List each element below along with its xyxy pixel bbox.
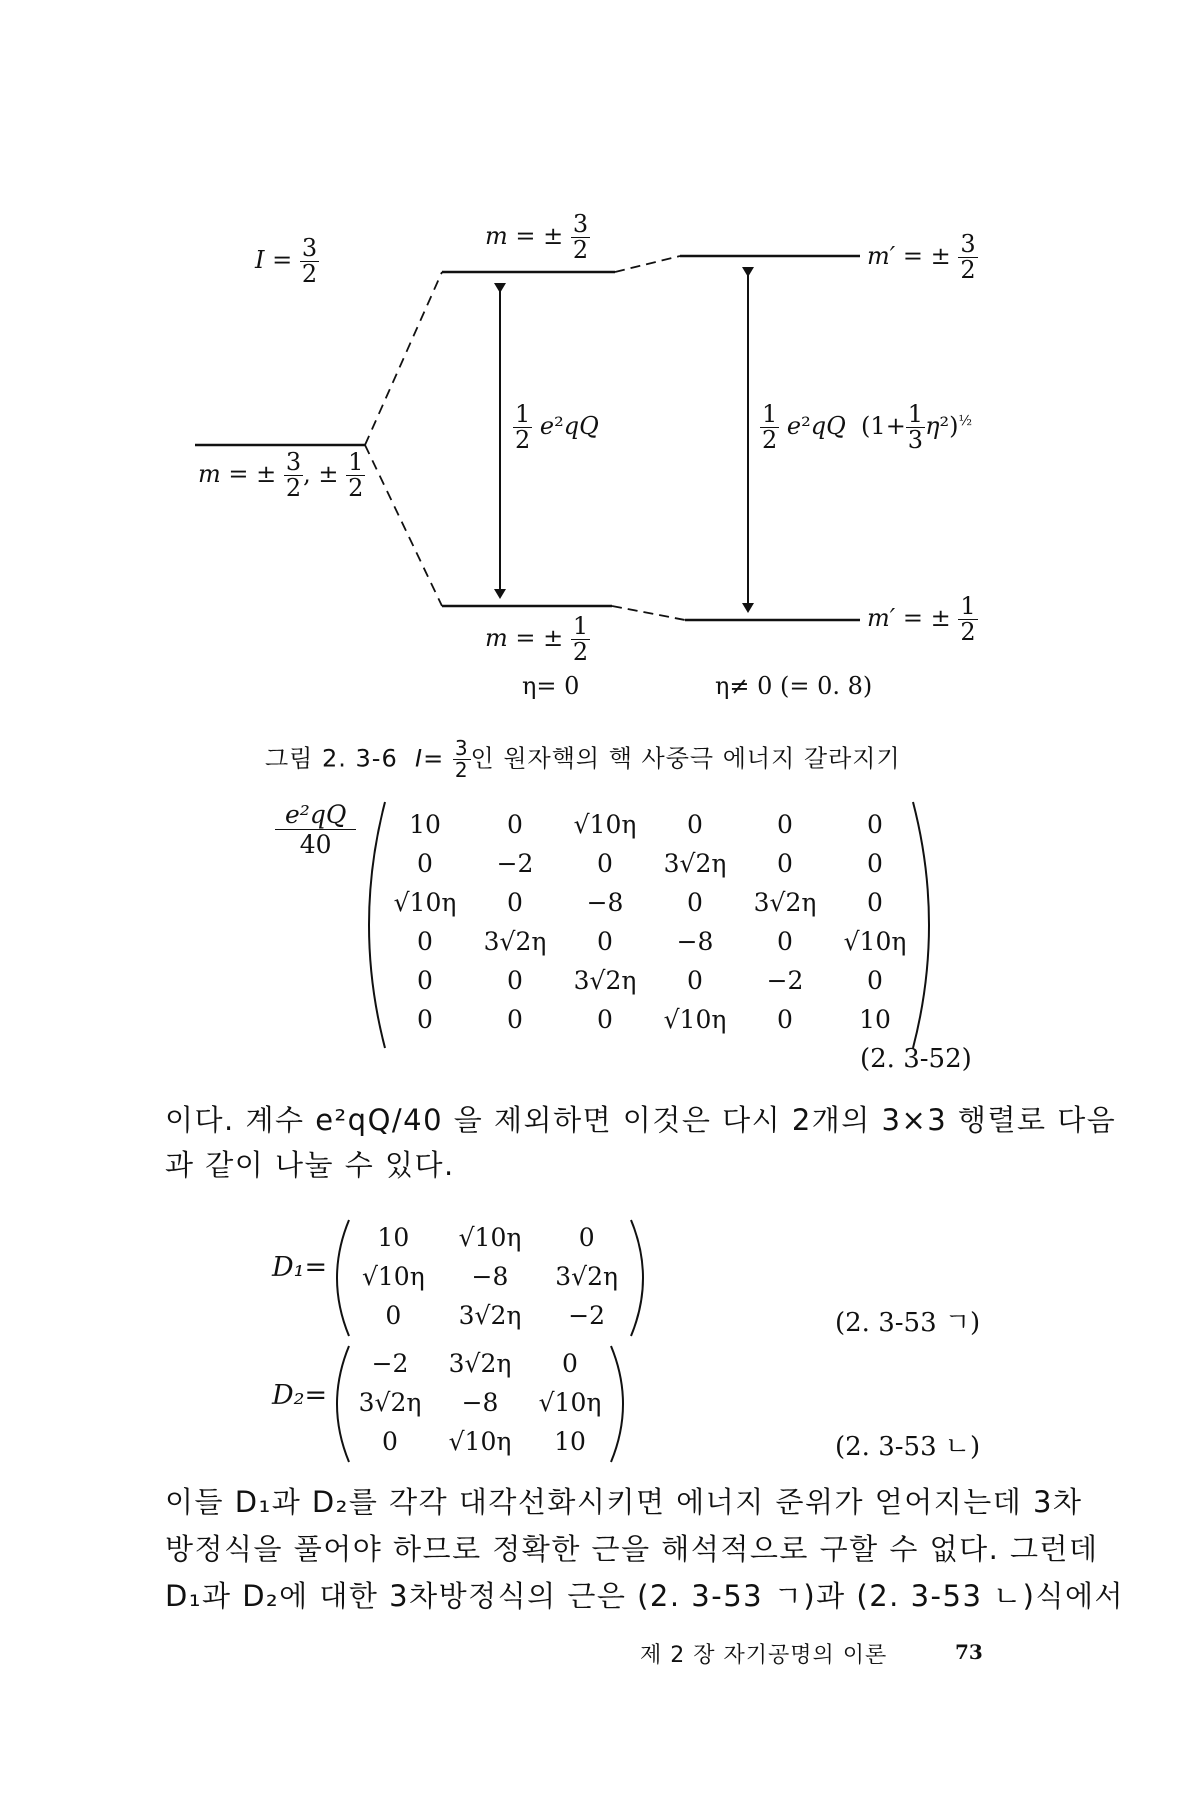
matrix-6x6-row	[380, 961, 920, 1000]
d1-cell: 3√2η	[555, 1262, 619, 1291]
matrix-6x6-cell: 10	[859, 1005, 891, 1034]
d1-cell: −2	[568, 1301, 606, 1330]
d1-cell: 0	[385, 1301, 402, 1330]
right-splitting-label: $\frac{1}{2}$ e²qQ (1+ $\frac{1}{3}$ η²)$^{\frac{1}{2}}$	[762, 400, 973, 455]
matrix-6x6-cell: 0	[777, 849, 793, 878]
matrix-6x6-row	[380, 805, 920, 844]
d1-cell: 0	[578, 1223, 595, 1252]
d2-cell: 0	[382, 1427, 398, 1456]
matrix-6x6-cell: 0	[507, 888, 523, 917]
split-dash-upper	[365, 272, 442, 445]
matrix-6x6-cell: 0	[777, 927, 793, 956]
matrix-6x6-cell: 0	[597, 1005, 613, 1034]
energy-level-diagram	[0, 0, 1200, 720]
paragraph-2-line-1: 이들 D₁과 D₂를 각각 대각선화시키면 에너지 준위가 얻어지는데 3차	[165, 1485, 1083, 1519]
d1-cell: 3√2η	[458, 1301, 522, 1330]
matrix-6x6-cell: 0	[417, 927, 433, 956]
paragraph-2-line-3: D₁과 D₂에 대한 3차방정식의 근은 (2. 3-53 ㄱ)과 (2. 3-53 ㄴ)식에서	[165, 1579, 1125, 1613]
matrix-6x6-cell: 0	[867, 849, 883, 878]
d1-cell: −8	[471, 1262, 509, 1291]
d1-row	[345, 1296, 635, 1335]
page-number: 73	[955, 1640, 983, 1664]
eq-number-2-3-53a: (2. 3-53 ㄱ)	[835, 1308, 981, 1338]
matrix-6x6-row	[380, 883, 920, 922]
matrix-6x6-cell: 10	[409, 810, 441, 839]
d2-cell: √10η	[538, 1388, 602, 1417]
matrix-6x6-cell: −8	[586, 888, 624, 917]
eta-nonzero-label: η≠ 0 (= 0. 8)	[715, 672, 873, 700]
matrix-6x6-row	[380, 1000, 920, 1039]
eta-zero-label: η= 0	[522, 672, 580, 700]
matrix-6x6-cell: 0	[417, 1005, 433, 1034]
matrix-6x6-cell: 0	[417, 849, 433, 878]
matrix-6x6-cell: 0	[507, 966, 523, 995]
spin-label: I = $\frac{3}{2}$	[255, 234, 318, 289]
d1-cell: √10η	[361, 1262, 425, 1291]
matrix-6x6-cell: −8	[676, 927, 714, 956]
matrix-prefactor: e²qQ 40	[275, 800, 356, 859]
d1-label: D₁=	[272, 1252, 328, 1283]
d2-cell: 10	[554, 1427, 586, 1456]
d2-cell: 3√2η	[358, 1388, 422, 1417]
matrix-6x6-cell: 3√2η	[663, 849, 727, 878]
matrix-6x6-cell: √10η	[843, 927, 907, 956]
matrix-6x6-cell: 0	[687, 810, 703, 839]
eq-number-2-3-53b: (2. 3-53 ㄴ)	[835, 1432, 981, 1462]
matrix-6x6-cell: 0	[777, 810, 793, 839]
d2-label: D₂=	[272, 1380, 328, 1411]
matrix-6x6-cell: 0	[867, 810, 883, 839]
figure-caption: 그림 2. 3-6 I= $\frac{3}{2}$ 인 원자핵의 핵 사중극 에너지 갈라지기	[265, 736, 901, 782]
d2-cell: 3√2η	[448, 1349, 512, 1378]
d2-row	[345, 1422, 615, 1461]
lower-level-label: m = ± $\frac{1}{2}$	[485, 612, 589, 667]
split-dash-lower	[365, 445, 442, 606]
matrix-6x6-cell: 3√2η	[753, 888, 817, 917]
d2-cell: −2	[371, 1349, 409, 1378]
matrix-6x6-cell: −2	[766, 966, 804, 995]
matrix-6x6-cell: 0	[507, 810, 523, 839]
paragraph-2-line-2: 방정식을 풀어야 하므로 정확한 근을 해석적으로 구할 수 없다. 그런데	[165, 1532, 1099, 1566]
matrix-6x6-table	[380, 805, 920, 1039]
d2-cell: −8	[461, 1388, 499, 1417]
matrix-6x6-cell: 0	[597, 849, 613, 878]
matrix-6x6-cell: 0	[867, 966, 883, 995]
matrix-6x6-cell: 0	[687, 966, 703, 995]
matrix-6x6-row	[380, 922, 920, 961]
matrix-6x6-cell: √10η	[573, 810, 637, 839]
upper-level-label-eta: m′ = ± $\frac{3}{2}$	[867, 230, 976, 285]
unsplit-level-label: m = ± $\frac{3}{2}$ , ± $\frac{1}{2}$	[198, 448, 364, 503]
eq-number-2-3-52: (2. 3-52)	[860, 1044, 972, 1074]
matrix-6x6-cell: √10η	[663, 1005, 727, 1034]
d1-cell: 10	[377, 1223, 410, 1252]
matrix-6x6-cell: 0	[687, 888, 703, 917]
matrix-6x6-row	[380, 844, 920, 883]
d2-cell: √10η	[448, 1427, 512, 1456]
matrix-6x6-cell: −2	[496, 849, 534, 878]
d2-row	[345, 1383, 615, 1422]
matrix-6x6-cell: 0	[867, 888, 883, 917]
upper-connector-dash	[615, 256, 680, 272]
matrix-6x6-cell: 0	[417, 966, 433, 995]
d1-row	[345, 1218, 635, 1257]
d2-row	[345, 1344, 615, 1383]
matrix-6x6-cell: 0	[597, 927, 613, 956]
matrix-6x6-cell: 0	[507, 1005, 523, 1034]
matrix-6x6-cell: 3√2η	[573, 966, 637, 995]
matrix-6x6-cell: 3√2η	[483, 927, 547, 956]
running-footer-chapter: 제 2 장 자기공명의 이론	[640, 1643, 888, 1668]
paragraph-1-line-1: 이다. 계수 e²qQ/40 을 제외하면 이것은 다시 2개의 3×3 행렬로 다음	[165, 1103, 1117, 1137]
lower-connector-dash	[612, 606, 685, 620]
d1-cell: √10η	[458, 1223, 522, 1252]
paragraph-1-line-2: 과 같이 나눌 수 있다.	[165, 1148, 455, 1182]
d2-cell: 0	[562, 1349, 578, 1378]
d1-table	[345, 1218, 635, 1335]
matrix-6x6-cell: 0	[777, 1005, 793, 1034]
matrix-6x6-cell: √10η	[393, 888, 457, 917]
d2-table	[345, 1344, 615, 1461]
lower-level-label-eta: m′ = ± $\frac{1}{2}$	[867, 592, 976, 647]
left-splitting-label: $\frac{1}{2}$ e²qQ	[515, 400, 599, 455]
d1-row	[345, 1257, 635, 1296]
upper-level-label: m = ± $\frac{3}{2}$	[485, 210, 589, 265]
